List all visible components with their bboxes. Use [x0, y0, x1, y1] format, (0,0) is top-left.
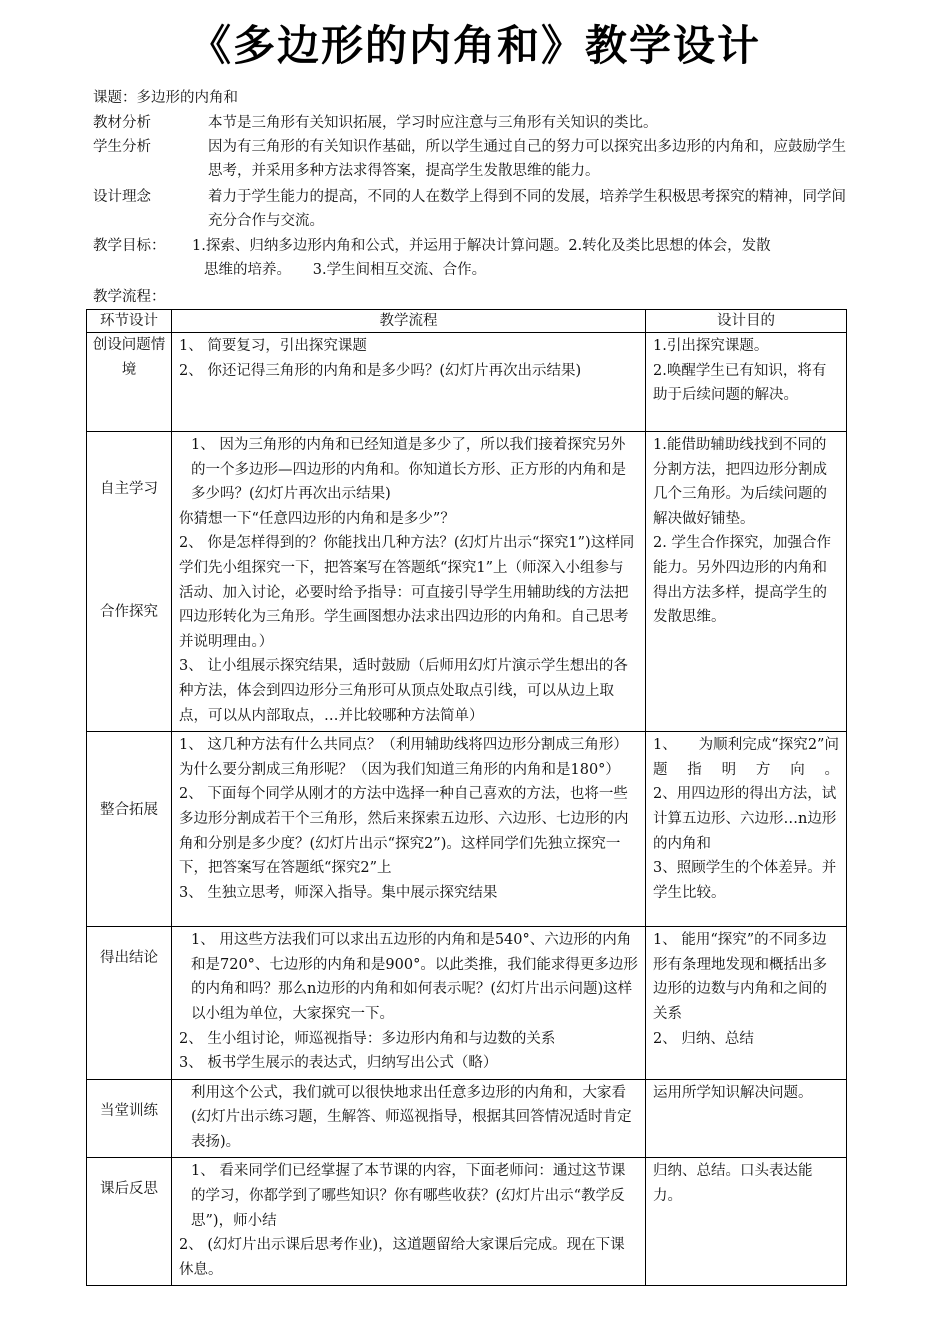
- teaching-goals: [93, 234, 853, 282]
- design-concept: [93, 185, 853, 233]
- section-label: 当堂训练: [100, 1102, 158, 1119]
- section-label: 课后反思: [100, 1181, 158, 1198]
- header-section: 环节设计: [87, 310, 172, 333]
- header-process: 教学流程: [172, 310, 646, 333]
- table-row: [87, 732, 847, 927]
- goals-line-2: 思维的培养。 3.学生间相互交流、合作。: [204, 262, 487, 278]
- process-item: 你猜想一下“任意四边形的内角和是多少”？: [179, 510, 455, 527]
- purpose-cell: [646, 1079, 847, 1158]
- section-cell: [87, 333, 172, 432]
- flow-heading: [93, 285, 853, 309]
- student-analysis: [93, 135, 853, 183]
- process-item: 2、 你还记得三角形的内角和是多少吗？(幻灯片再次出示结果): [179, 362, 582, 379]
- purpose-cell: [646, 927, 847, 1080]
- lesson-flow-table: [86, 309, 847, 1286]
- section-cell: [87, 1158, 172, 1286]
- process-item: 2、 生小组讨论，师巡视指导：多边形内角和与边数的关系: [179, 1030, 556, 1047]
- process-cell: [172, 1158, 646, 1286]
- purpose-item: 2. 学生合作探究，加强合作能力。另外四边形的内角和得出方法多样，提高学生的发散思维。: [653, 535, 831, 626]
- section-label-2: 合作探究: [100, 604, 158, 620]
- process-item: 2、 你是怎样得到的？你能找出几种方法？(幻灯片出示“探究1”)这样同学们先小组探究一下，把答案写在答题纸“探究1”上（师深入小组参与活动、加入讨论，必要时给予指导：可直接引导学生用辅助线的方法把四边形转化为三角形。学生画图想办法求出四边形的内角和。自己思考并说明理由。）: [179, 535, 635, 650]
- table-row: [87, 333, 847, 432]
- process-item: 1、 看来同学们已经掌握了本节课的内容，下面老师问：通过这节课的学习，你都学到了哪些知识？你有哪些收获？(幻灯片出示“教学反思”)，师小结: [191, 1163, 626, 1229]
- section-label: 整合拓展: [100, 802, 158, 819]
- purpose-cell: [646, 333, 847, 432]
- page-title: 《多边形的内角和》教学设计: [188, 21, 761, 70]
- purpose-item: 1、 能用“探究”的不同多边形有条理地发现和概括出多边形的边数与内角和之间的关系: [653, 932, 827, 1022]
- table-row: [87, 927, 847, 1080]
- concept-label: 设计理念: [93, 189, 151, 205]
- table-row: [87, 1158, 847, 1286]
- concept-text: 着力于学生能力的提高，不同的人在数学上得到不同的发展，培养学生积极思考探究的精神，同学间充分合作与交流。: [208, 189, 846, 229]
- goals-line-1: 1.探索、归纳多边形内角和公式，并运用于解决计算问题。2.转化及类比思想的体会，发散: [192, 238, 771, 254]
- process-item: 2、 (幻灯片出示课后思考作业)，这道题留给大家课后完成。现在下课休息。: [179, 1237, 625, 1278]
- purpose-cell: [646, 1158, 847, 1286]
- purpose-item: 2、用四边形的得出方法，试计算五边形、六边形…n边形的内角和: [653, 786, 837, 852]
- material-text: 本节是三角形有关知识拓展，学习时应注意与三角形有关知识的类比。: [208, 115, 658, 131]
- process-cell: [172, 1079, 646, 1158]
- section-cell: [87, 732, 172, 927]
- flow-label: 教学流程：: [93, 289, 166, 305]
- section-cell: [87, 1079, 172, 1158]
- section-cell: [87, 432, 172, 732]
- section-label: 创设问题情境: [92, 337, 166, 378]
- process-item: 1、 简要复习，引出探究课题: [179, 338, 367, 354]
- section-label: 自主学习: [100, 481, 158, 497]
- topic-line: [93, 86, 853, 110]
- process-item: 2、 下面每个同学从刚才的方法中选择一种自己喜欢的方法，也将一些多边形分割成若干个三角形，然后来探索五边形、六边形、七边形的内角和分别是多少度？(幻灯片出示“探究2”)。这样同学们先独立探究一下，把答案写在答题纸“探究2”上: [179, 786, 629, 877]
- purpose-item: 2、 归纳、总结: [653, 1030, 754, 1047]
- student-label: 学生分析: [93, 139, 151, 155]
- purpose-item: 1.能借助辅助线找到不同的分割方法，把四边形分割成几个三角形。为后续问题的解决做好铺垫。: [653, 437, 827, 527]
- goals-label: 教学目标：: [93, 238, 166, 254]
- material-analysis: [93, 111, 853, 135]
- student-text: 因为有三角形的有关知识作基础，所以学生通过自己的努力可以探究出多边形的内角和，应鼓励学生思考，并采用多种方法求得答案，提高学生发散思维的能力。: [208, 139, 846, 179]
- purpose-item: 1.引出探究课题。: [653, 338, 769, 354]
- purpose-item: 归纳、总结。口头表达能力。: [653, 1163, 813, 1205]
- process-cell: [172, 927, 646, 1080]
- process-item: 1、 用这些方法我们可以求出五边形的内角和是540°、六边形的内角和是720°、七边形的内角和是900°。以此类推，我们能求得更多边形的内角和吗？那么n边形的内角和如何表示呢？(幻灯片出示问题)这样以小组为单位，大家探究一下。: [191, 932, 638, 1022]
- process-item: 1、 因为三角形的内角和已经知道是多少了，所以我们接着探究另外的一个多边形—四边形的内角和。你知道长方形、正方形的内角和是多少吗？(幻灯片再次出示结果): [191, 437, 626, 503]
- process-item: 1、 这几种方法有什么共同点？（利用辅助线将四边形分割成三角形）为什么要分割成三角形呢？（因为我们知道三角形的内角和是180°）: [179, 737, 628, 778]
- purpose-cell: [646, 732, 847, 927]
- process-item: 3、 生独立思考，师深入指导。集中展示探究结果: [179, 884, 498, 901]
- table-row: [87, 432, 847, 732]
- purpose-item: 运用所学知识解决问题。: [653, 1084, 813, 1101]
- purpose-cell: [646, 432, 847, 732]
- purpose-item: 3、照顾学生的个体差异。并学生比较。: [653, 860, 837, 901]
- process-cell: [172, 732, 646, 927]
- table-row: [87, 1079, 847, 1158]
- header-purpose: 设计目的: [646, 310, 847, 333]
- process-item: 3、 让小组展示探究结果，适时鼓励（后师用幻灯片演示学生想出的各种方法，体会到四边形分三角形可从顶点处取点引线，可以从边上取点，可以从内部取点，…并比较哪种方法简单）: [179, 658, 628, 724]
- table-header-row: [87, 310, 847, 333]
- section-cell: [87, 927, 172, 1080]
- material-label: 教材分析: [93, 115, 151, 131]
- process-item: 3、 板书学生展示的表达式，归纳写出公式（略）: [179, 1055, 498, 1072]
- process-cell: [172, 333, 646, 432]
- purpose-item: 1、 为顺利完成“探究2”问题指明方向。: [653, 737, 839, 778]
- topic-text: 课题：多边形的内角和: [93, 90, 238, 106]
- section-label: 得出结论: [100, 950, 158, 967]
- process-item: 利用这个公式，我们就可以很快地求出任意多边形的内角和，大家看(幻灯片出示练习题，生解答、师巡视指导，根据其回答情况适时肯定表扬)。: [191, 1084, 632, 1150]
- purpose-item: 2.唤醒学生已有知识，将有助于后续问题的解决。: [653, 362, 827, 404]
- process-cell: [172, 432, 646, 732]
